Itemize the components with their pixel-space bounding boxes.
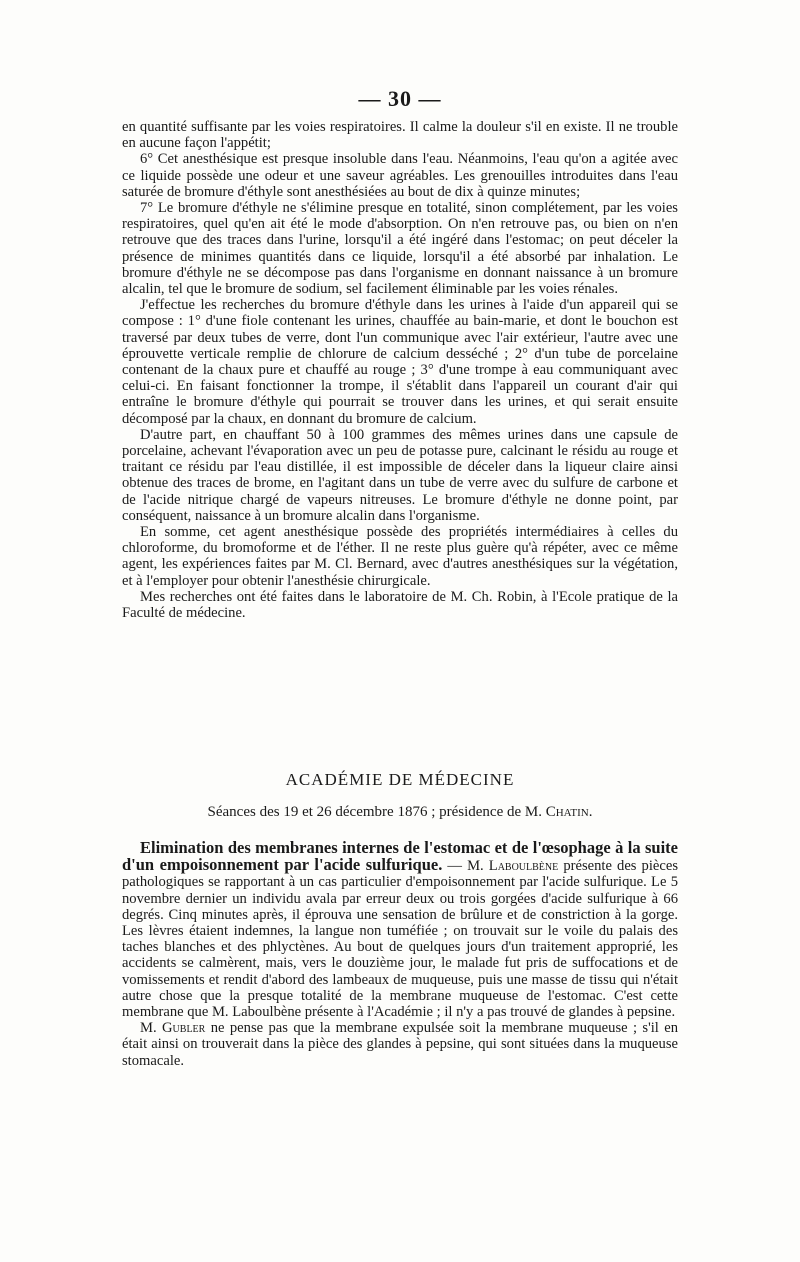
president-name: Chatin. xyxy=(545,804,593,820)
body-text xyxy=(122,119,678,621)
article-paragraph xyxy=(122,840,678,1020)
paragraph: J'effectue les recherches du bromure d'éthyle dans les urines à l'aide d'un appareil qui se compose : 1° d'une fiole contenant les urines, chauffée au bain-marie, et dont le bouchon est traversé par deux tubes de verre, dont l'un communique avec l'air extérieur, l'autre avec une éprouvette verticale remplie de chlorure de calcium desséché ; 2° d'un tube de porcelaine contenant de la chaux pure et chauffé au rouge ; 3° d'une trompe à eau communiquant avec celui-ci. En faisant fonctionner la trompe, il s'établit dans l'appareil un courant d'air qui entraîne le bromure d'éthyle qui pourrait se trouver dans les urines, et qui serait ensuite décomposé par la chaux, en donnant du bromure de calcium. xyxy=(122,297,678,427)
paragraph: En somme, cet agent anesthésique possède des propriétés intermédiaires à celles du chloroforme, du bromoforme et de l'éther. Il ne reste plus guère qu'à répéter, avec ce même agent, les expériences faites par M. Cl. Bernard, avec d'autres anesthésiques sur la végétation, et à l'employer pour obtenir l'anesthésie chirurgicale. xyxy=(122,524,678,589)
paragraph: en quantité suffisante par les voies respiratoires. Il calme la douleur s'il en existe. Il ne trouble en aucune façon l'appétit; xyxy=(122,119,678,152)
article-text: présente des pièces pathologiques se rapportant à un cas particulier d'empoisonnement par l'acide sulfurique. Le 5 novembre dernier un individu avala par erreur deux ou trois gorgées d'acide sulfurique à 66 degrés. Cinq minutes après, il éprouva une sensation de brûlure et de constriction à la gorge. Les lèvres étaient indemnes, la langue non tuméfiée ; on trouvait sur le voile du palais des taches blanches et des phlyctènes. Au bout de quelques jours d'un traitement approprié, les accidents se calmèrent, mais, vers le douzième jour, le malade fut pris de suffocations et de vomissements et rendit d'abord des lambeaux de muqueuse, puis une masse de tissu qui n'était autre chose que la presque totalité de la membrane muqueuse de l'estomac. C'est cette membrane que M. Laboulbène présente à l'Académie ; il n'y a pas trouvé de glandes à pepsine. xyxy=(122,858,679,1021)
paragraph: Mes recherches ont été faites dans le laboratoire de M. Ch. Robin, à l'Ecole pratique de la Faculté de médecine. xyxy=(122,588,678,622)
article-paragraph xyxy=(122,1020,678,1069)
section-title: ACADÉMIE DE MÉDECINE xyxy=(285,770,515,789)
para2-text: ne pense pas que la membrane expulsée soit la membrane muqueuse ; s'il en était ainsi on trouverait dans la pièce des glandes à pepsine, qui sont situées dans la muqueuse stomacale. xyxy=(122,1020,678,1069)
paragraph: 6° Cet anesthésique est presque insoluble dans l'eau. Néanmoins, l'eau qu'on a agitée avec ce liquide possède une odeur et une saveur agréables. Les grenouilles introduites dans l'eau saturée de bromure d'éthyle sont anesthésiées au bout de dix à quinze minutes; xyxy=(122,151,678,200)
article-dash: — M. xyxy=(442,858,489,875)
para2-name: Gubler xyxy=(162,1020,206,1037)
para2-prefix: M. xyxy=(140,1020,163,1037)
article xyxy=(122,840,678,1069)
page-number: — 30 — xyxy=(358,86,442,111)
section-subtitle xyxy=(0,804,800,821)
article-author: Laboulbène xyxy=(488,858,559,875)
paragraph: 7° Le bromure d'éthyle ne s'élimine presque en totalité, sinon complétement, par les voies respiratoires, quel qu'en ait été le mode d'absorption. On n'en retrouve pas, ou bien on n'en retrouve que des traces dans l'urine, lorsqu'il a été ingéré dans l'estomac; on peut déceler la présence de minimes quantités dans ce liquide, lorsqu'il a été absorbé par inhalation. Le bromure d'éthyle ne se décompose pas dans l'organisme en donnant naissance à un bromure alcalin, tel que le bromure de sodium, sel facilement éliminable par les voies rénales. xyxy=(122,200,678,298)
paragraph: D'autre part, en chauffant 50 à 100 grammes des mêmes urines dans une capsule de porcelaine, achevant l'évaporation avec un peu de potasse pure, calcinant le résidu au rouge et traitant ce résidu par l'eau distillée, il est impossible de déceler dans la liqueur claire ainsi obtenue des traces de brome, en l'agitant dans un tube de verre avec du sulfure de carbone et de l'acide nitrique chargé de vapeurs nitreuses. Le bromure d'éthyle ne donne point, par conséquent, naissance à un bromure alcalin dans l'organisme. xyxy=(122,426,678,524)
article-title: Elimination des membranes internes de l'estomac et de l'œsophage à la suite d'un empoisonnement par l'acide sulfurique. xyxy=(122,838,678,875)
session-dates: Séances des 19 et 26 décembre 1876 ; présidence de M. xyxy=(207,804,546,820)
